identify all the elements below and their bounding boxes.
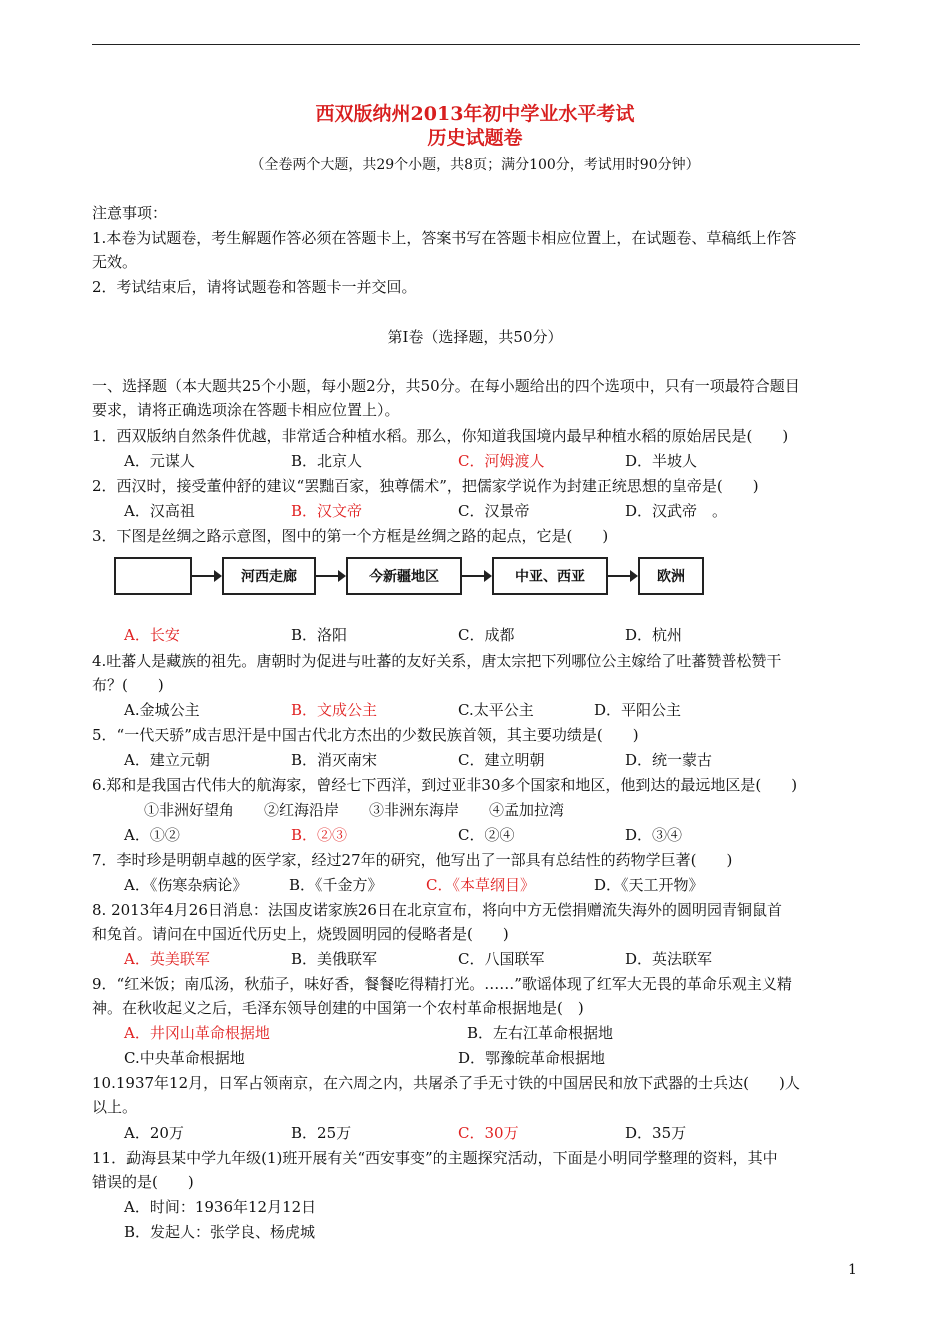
part1-intro: 一、选择题（本大题共25个小题，每小题2分，共50分。在每小题给出的四个选项中，只有一项最符合题目: [92, 377, 800, 395]
q10-option-d: D．35万: [625, 1124, 687, 1142]
exam-subject-title: 历史试题卷: [427, 127, 523, 149]
flow-arrow-1: [192, 567, 222, 585]
q2-option-b: B．汉文帝: [291, 502, 363, 520]
flow-box-start: [114, 557, 192, 595]
question-5-stem: 5．“一代天骄”成吉思汗是中国古代北方杰出的少数民族首领，其主要功绩是( ): [92, 726, 639, 744]
flow-arrow-3: [462, 567, 492, 585]
question-9-stem: 9．“红米饭；南瓜汤，秋茄子，味好香，餐餐吃得精打光。……”歌谣体现了红军大无畏的革命乐观主义精: [92, 975, 792, 993]
question-2-stem: 2．西汉时，接受董仲舒的建议“罢黜百家，独尊儒术”，把儒家学说作为封建正统思想的皇帝是( ): [92, 477, 759, 495]
q7-option-d: D．《天工开物》: [594, 876, 704, 894]
q11-option-b: B．发起人：张学良、杨虎城: [124, 1223, 316, 1241]
q8-option-a: A．英美联军: [124, 950, 210, 968]
q7-option-a: A．《伤寒杂病论》: [124, 876, 248, 894]
notes-item-1: 1.本卷为试题卷，考生解题作答必须在答题卡上，答案书写在答题卡相应位置上，在试题卷、草稿纸上作答: [92, 229, 797, 247]
q2-option-d: D．汉武帝 。: [625, 502, 728, 520]
q3-option-c: C．成都: [458, 626, 515, 644]
q4-option-a: A.金城公主: [124, 701, 200, 719]
q9-option-a: A．井冈山革命根据地: [124, 1024, 270, 1042]
page-number: 1: [848, 1262, 857, 1278]
q6-items: ①非洲好望角 ②红海沿岸 ③非洲东海岸 ④孟加拉湾: [144, 801, 565, 819]
q6-option-c: C．②④: [458, 826, 515, 844]
q4-option-c: C.太平公主: [458, 701, 534, 719]
q5-option-a: A．建立元朝: [124, 751, 210, 769]
q10-option-a: A．20万: [124, 1124, 184, 1142]
q5-option-d: D．统一蒙古: [625, 751, 713, 769]
question-8-stem: 8. 2013年4月26日消息：法国皮诺家族26日在北京宣布，将向中方无偿捐赠流失海外的圆明园青铜鼠首: [92, 901, 782, 919]
exam-info: （全卷两个大题，共29个小题，共8页；满分100分，考试用时90分钟）: [250, 157, 700, 173]
q8-option-d: D．英法联军: [625, 950, 713, 968]
q9-option-d: D．鄂豫皖革命根据地: [458, 1049, 606, 1067]
question-4-stem-cont: 布？( ): [92, 676, 164, 694]
q2-option-a: A．汉高祖: [124, 502, 195, 520]
q6-option-b: B．②③: [291, 826, 348, 844]
notes-item-1-cont: 无效。: [92, 253, 138, 271]
q2-option-c: C．汉景帝: [458, 502, 530, 520]
q1-option-a: A．元谋人: [124, 452, 195, 470]
question-1-stem: 1．西双版纳自然条件优越，非常适合种植水稻。那么，你知道我国境内最早种植水稻的原始居民是( ): [92, 427, 789, 445]
flow-arrow-4: [608, 567, 638, 585]
question-10-stem: 10.1937年12月，日军占领南京，在六周之内，共屠杀了手无寸铁的中国居民和放下武器的士兵达( )人: [92, 1074, 800, 1092]
question-9-stem-cont: 神。在秋收起义之后，毛泽东领导创建的中国第一个农村革命根据地是( ): [92, 999, 584, 1017]
part1-intro-cont: 要求，请将正确选项涂在答题卡相应位置上）。: [92, 401, 400, 419]
flow-box-central-asia: 中亚、西亚: [492, 557, 608, 595]
notes-item-2: 2．考试结束后，请将试题卷和答题卡一并交回。: [92, 278, 417, 296]
question-10-stem-cont: 以上。: [92, 1098, 138, 1116]
q1-option-d: D．半坡人: [625, 452, 698, 470]
q10-option-b: B．25万: [291, 1124, 352, 1142]
exam-title: 西双版纳州2013年初中学业水平考试: [315, 103, 635, 125]
q5-option-c: C．建立明朝: [458, 751, 545, 769]
question-11-stem-cont: 错误的是( ): [92, 1173, 194, 1191]
question-4-stem: 4.吐蕃人是藏族的祖先。唐朝时为促进与吐蕃的友好关系，唐太宗把下列哪位公主嫁给了吐蕃赞普松赞干: [92, 652, 782, 670]
question-6-stem: 6.郑和是我国古代伟大的航海家，曾经七下西洋，到过亚非30多个国家和地区，他到达的最远地区是( ): [92, 776, 798, 794]
question-3-stem: 3．下图是丝绸之路示意图，图中的第一个方框是丝绸之路的起点，它是( ): [92, 527, 609, 545]
q8-option-c: C．八国联军: [458, 950, 545, 968]
flow-box-europe: 欧洲: [638, 557, 704, 595]
q11-option-a: A．时间：1936年12月12日: [124, 1198, 317, 1216]
silk-road-diagram: [114, 557, 704, 597]
q7-option-c: C．《本草纲目》: [426, 876, 535, 894]
section-title: 第Ⅰ卷（选择题，共50分）: [387, 328, 563, 346]
flow-box-xinjiang: 今新疆地区: [346, 557, 462, 595]
q6-option-a: A．①②: [124, 826, 180, 844]
flow-box-hexi: 河西走廊: [222, 557, 316, 595]
q1-option-b: B．北京人: [291, 452, 363, 470]
q6-option-d: D．③④: [625, 826, 683, 844]
q9-option-b: B．左右江革命根据地: [467, 1024, 614, 1042]
flow-arrow-2: [316, 567, 346, 585]
q9-option-c: C.中央革命根据地: [124, 1049, 245, 1067]
q3-option-b: B．洛阳: [291, 626, 348, 644]
q3-option-d: D．杭州: [625, 626, 683, 644]
question-8-stem-cont: 和兔首。请问在中国近代历史上，烧毁圆明园的侵略者是( ): [92, 925, 509, 943]
q3-option-a: A．长安: [124, 626, 180, 644]
q7-option-b: B．《千金方》: [289, 876, 383, 894]
q10-option-c: C．30万: [458, 1124, 519, 1142]
q1-option-c: C．河姆渡人: [458, 452, 545, 470]
q4-option-d: D．平阳公主: [594, 701, 682, 719]
question-7-stem: 7．李时珍是明朝卓越的医学家，经过27年的研究，他写出了一部具有总结性的药物学巨著( ): [92, 851, 733, 869]
question-11-stem: 11．勐海县某中学九年级(1)班开展有关“西安事变”的主题探究活动，下面是小明同学整理的资料，其中: [92, 1149, 778, 1167]
q4-option-b: B．文成公主: [291, 701, 378, 719]
header-rule: [92, 44, 860, 45]
notes-heading: 注意事项：: [92, 204, 168, 222]
q5-option-b: B．消灭南宋: [291, 751, 378, 769]
q8-option-b: B．美俄联军: [291, 950, 378, 968]
